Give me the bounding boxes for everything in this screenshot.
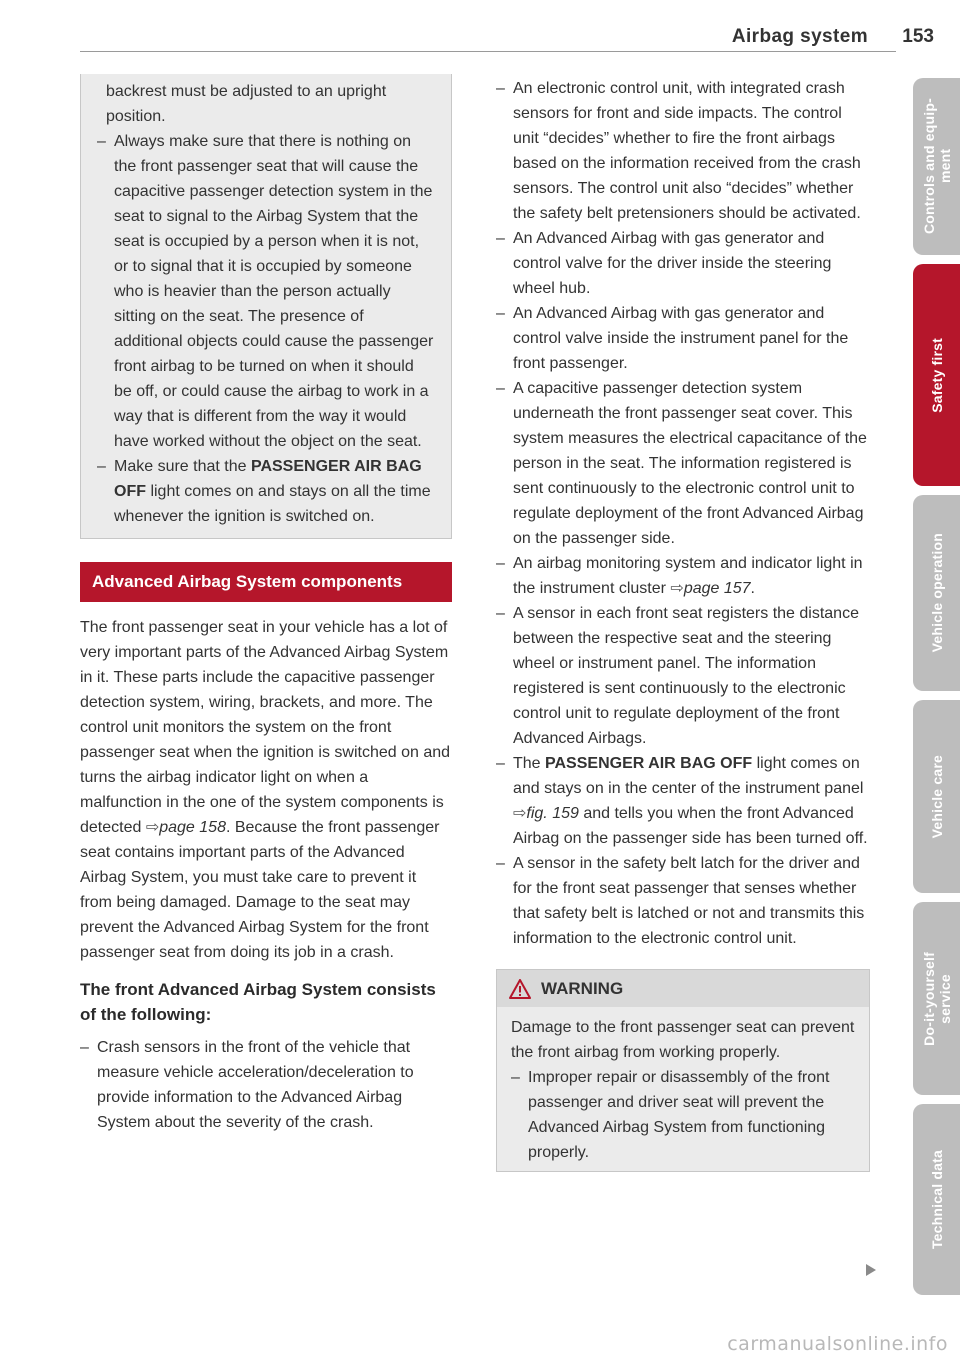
components-list-continued: [496, 76, 870, 951]
list-item: – A capacitive passenger detection system underneath the front passenger seat cover. This system measures the electrical capacitance of the person in the seat. The information registered is sent continuously to the electronic control unit to regulate deployment of the front Advanced Airbag on the passenger side.: [496, 376, 870, 551]
list-item: – Crash sensors in the front of the vehicle that measure vehicle acceleration/deceleration to provide information to the Advanced Airbag System about the severity of the crash.: [80, 1035, 452, 1135]
header-rule: [80, 51, 896, 52]
continued-list: [97, 129, 435, 529]
warning-title: WARNING: [541, 979, 624, 998]
tab-controls-and-equipment[interactable]: Controls and equip- ment: [913, 78, 960, 255]
watermark: carmanualsonline.info: [727, 1333, 948, 1355]
tab-vehicle-care[interactable]: Vehicle care: [913, 700, 960, 893]
figure-reference-link[interactable]: ⇨fig. 159: [513, 805, 579, 822]
arrow-right-icon: ⇨: [145, 819, 160, 836]
page-reference-link[interactable]: ⇨page 157: [670, 580, 751, 597]
right-column: [496, 76, 870, 1172]
warning-header: [497, 970, 869, 1007]
tab-technical-data[interactable]: Technical data: [913, 1104, 960, 1295]
warning-list: [511, 1065, 855, 1165]
continued-warning-box: [80, 74, 452, 539]
warning-triangle-icon: [509, 979, 531, 999]
list-item: – A sensor in the safety belt latch for the driver and for the front seat passenger that senses whether that safety belt is latched or not and transmits this information to the electronic control unit.: [496, 851, 870, 951]
subheading: The front Advanced Airbag System consists of the following:: [80, 980, 436, 1024]
indicator-name: PASSENGER AIR BAG OFF: [114, 458, 422, 500]
warning-paragraph: Damage to the front passenger seat can prevent the front airbag from working properly.: [511, 1019, 855, 1061]
continued-paragraph: backrest must be adjusted to an upright position.: [106, 83, 387, 125]
body-paragraph: The front passenger seat in your vehicle has a lot of very important parts of the Advanced Airbag System in it. These parts include the capacitive passenger detection system, wiring, brackets, and more. The control unit monitors the system on the front passenger seat when the ignition is switched on and turns the airbag indicator light on when a malfunction in the one of the system components is detected ⇨page 158. Because the front passenger seat contains important parts of the Advanced Airbag System, you must take care to prevent it from being damaged. Damage to the seat may prevent the Advanced Airbag System for the front passenger seat from doing its job in a crash.: [80, 619, 451, 961]
left-column: [80, 76, 452, 1135]
warning-box: [496, 969, 870, 1172]
running-title: Airbag system: [731, 26, 868, 47]
section-heading: Advanced Airbag System components: [80, 562, 452, 602]
list-item: – An electronic control unit, with integrated crash sensors for front and side impacts. The control unit “decides” whether to fire the front airbags based on the information received from the crash sensors. The control unit also “decides” whether the safety belt pretensioners should be activated.: [496, 76, 870, 226]
list-item: – An Advanced Airbag with gas generator and control valve inside the instrument panel for the front passenger.: [496, 301, 870, 376]
continue-arrow-icon: [866, 1264, 876, 1276]
list-item: – An airbag monitoring system and indicator light in the instrument cluster ⇨page 157.: [496, 551, 870, 601]
list-item: – Improper repair or disassembly of the front passenger and driver seat will prevent the Advanced Airbag System from functioning properly.: [511, 1065, 855, 1165]
list-item: – The PASSENGER AIR BAG OFF light comes on and stays on in the center of the instrument panel ⇨fig. 159 and tells you when the front Advanced Airbag on the passenger side has been turned off.: [496, 751, 870, 851]
tab-safety-first[interactable]: Safety first: [913, 264, 960, 486]
page-number: 153: [902, 26, 934, 47]
tab-do-it-yourself-service[interactable]: Do-it-yourself service: [913, 902, 960, 1095]
list-item: – An Advanced Airbag with gas generator and control valve for the driver inside the steering wheel hub.: [496, 226, 870, 301]
tab-vehicle-operation[interactable]: Vehicle operation: [913, 495, 960, 691]
list-item: – Always make sure that there is nothing on the front passenger seat that will cause the capacitive passenger detection system in the seat to signal to the Airbag System that the seat is occupied by a person when it is not, or to signal that it is occupied by someone who is heavier than the person actually sitting on the seat. The presence of additional objects could cause the passenger front airbag to be turned on when it should be off, or could cause the airbag to work in a way that is different from the way it would have worked without the object on the seat.: [97, 129, 435, 454]
indicator-name: PASSENGER AIR BAG OFF: [545, 755, 753, 772]
list-item: – A sensor in each front seat registers the distance between the respective seat and the steering wheel or instrument panel. The information registered is sent continuously to the electronic control unit to regulate deployment of the front Advanced Airbags.: [496, 601, 870, 751]
arrow-right-icon: ⇨: [670, 580, 684, 597]
list-item: – Make sure that the PASSENGER AIR BAG OFF light comes on and stays on all the time whenever the ignition is switched on.: [97, 454, 435, 529]
arrow-right-icon: ⇨: [513, 805, 527, 822]
warning-body: [497, 1007, 869, 1171]
components-list: [80, 1035, 452, 1135]
page-reference-link[interactable]: ⇨page 158: [145, 819, 226, 836]
